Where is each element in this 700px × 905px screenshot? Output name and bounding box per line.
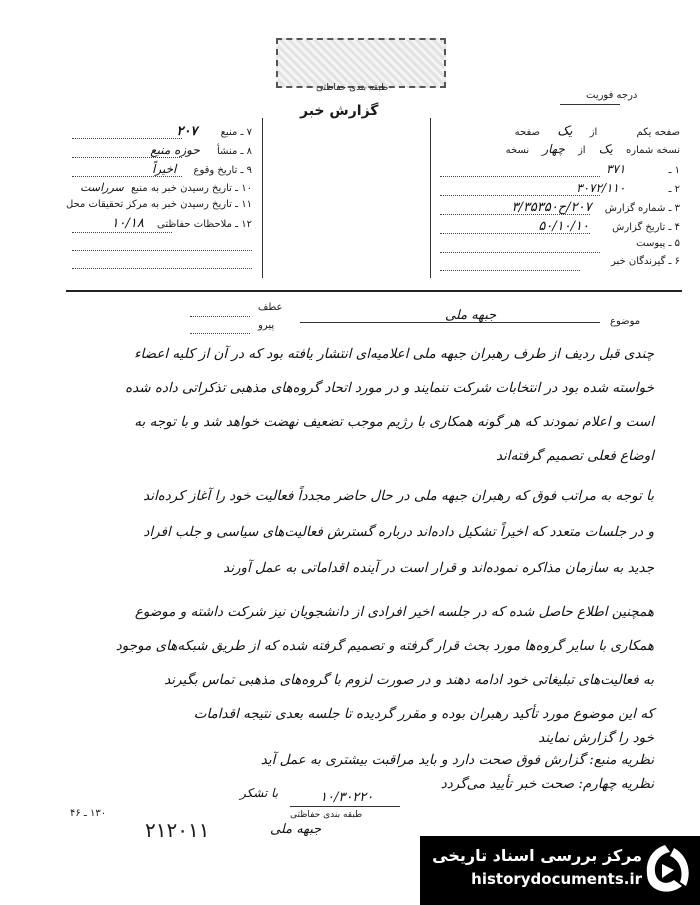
dotted-line — [190, 333, 250, 334]
right-row-1-label: ۱ ـ — [668, 165, 680, 176]
right-row-2-label: ۲ ـ — [668, 184, 680, 195]
right-row-4-label: ۴ ـ تاریخ گزارش — [612, 222, 680, 233]
dotted-line — [440, 270, 580, 271]
left-row-12-value: ۱۰/۱۸ — [111, 216, 144, 231]
page-number: ۱۳۰ ـ ۴۶ — [70, 808, 107, 819]
priority-label: درجه فوریت — [586, 90, 638, 101]
page-row-from-value: یک — [557, 124, 573, 139]
right-row-1-value: ۳۷۱ — [605, 162, 626, 176]
column-divider-left — [262, 118, 263, 278]
signature-number: ۱۰/۳۰۲۲۰ — [320, 790, 374, 805]
priority-line — [560, 104, 620, 105]
left-row-11 — [65, 199, 252, 210]
subject-value: جبهه ملی — [445, 308, 497, 323]
subject-label: موضوع — [610, 316, 641, 327]
dotted-line — [72, 268, 252, 269]
right-row-4-value: ۵۰/۱۰/۱۰ — [538, 219, 589, 234]
copy-row — [430, 142, 680, 156]
right-row-5 — [430, 238, 680, 249]
left-row-7 — [72, 124, 252, 139]
right-row-2 — [430, 181, 680, 195]
left-row-11-label: ۱۱ ـ تاریخ رسیدن خبر به مرکز تحقیقات محل — [65, 199, 252, 210]
right-row-3-value: ۲۰۷/ح۳/۳۵۳۵۰ — [511, 200, 592, 215]
archive-number: ۲۱۲۰۱۱ — [145, 818, 210, 842]
copy-row-copy: نسخه — [505, 145, 530, 156]
dotted-line — [190, 316, 250, 317]
copy-row-from-value: چهار — [542, 142, 565, 156]
right-row-4 — [430, 219, 680, 234]
left-row-10-label: ۱۰ ـ تاریخ رسیدن خبر به منبع — [130, 183, 252, 194]
dotted-line — [440, 195, 600, 196]
dotted-line — [440, 252, 600, 253]
classification-top: طبقه بندی حفاظتی — [316, 83, 389, 93]
right-row-3-label: ۳ ـ شماره گزارش — [604, 203, 680, 214]
left-row-9-label: ۹ ـ تاریخ وقوع — [193, 165, 252, 176]
left-row-10 — [72, 181, 252, 194]
left-row-7-value: ۲۰۷ — [176, 124, 198, 139]
left-row-12 — [72, 216, 252, 231]
footer-classification: طبقه بندی حفاظتی — [290, 810, 363, 820]
body-line: اوضاع فعلی تصمیم گرفته‌اند — [495, 448, 654, 464]
body-line: همچنین اطلاع حاصل شده که در جلسه اخیر افرادی از دانشجویان نیز شرکت داشته و موضوع — [134, 604, 654, 620]
body-line: نظریه منبع: گزارش فوق صحت دارد و باید مراقبت بیشتری به عمل آید — [260, 752, 654, 768]
right-row-5-label: ۵ ـ پیوست — [636, 238, 680, 249]
watermark-en: historydocuments.ir — [471, 870, 642, 888]
body-line: با توجه به مراتب فوق که رهبران جبهه ملی در حال حاضر مجدداً فعالیت خود را آغاز کرده‌اند — [143, 488, 654, 504]
body-line: خواسته شده بود در انتخابات شرکت ننمایند و در مورد اتحاد گروه‌های مذهبی تذکراتی داده شده — [125, 380, 654, 396]
body-line: همکاری با سایر گروه‌ها مورد بحث قرار گرفته و تصمیم گرفته شده که از طریق شبکه‌های موجود — [115, 638, 654, 654]
atf-label: عطف — [258, 302, 283, 313]
left-row-8 — [72, 143, 252, 157]
stamp-box — [276, 38, 446, 88]
left-row-12-label: ۱۲ ـ ملاحظات حفاظتی — [157, 219, 252, 230]
copy-row-from: از — [577, 145, 586, 156]
page-row-page: صفحه — [514, 127, 541, 138]
peyro-label: پیرو — [258, 320, 275, 331]
body-line: و در جلسات متعدد که اخیراً تشکیل داده‌اند درباره گسترش فعالیت‌های سیاسی و جلب افراد — [143, 524, 654, 540]
signature-mark: با تشکر — [240, 786, 279, 800]
right-row-1 — [430, 162, 680, 176]
dotted-line — [72, 250, 252, 251]
left-row-8-label: ۸ ـ منشأ — [216, 146, 252, 157]
dotted-line — [440, 214, 590, 215]
dotted-line — [440, 176, 600, 177]
dotted-line — [72, 176, 182, 177]
dotted-line — [72, 157, 182, 158]
body-line: به فعالیت‌های تبلیغاتی خود ادامه دهند و در صورت لزوم با گروه‌های مذهبی تماس بگیرند — [164, 672, 654, 688]
body-line: چندی قبل ردیف از طرف رهبران جبهه ملی اعلامیه‌ای انتشار یافته بود که در آن از کلیه اعضاء — [134, 346, 654, 362]
page-row-from: از — [589, 127, 598, 138]
archive-logo-icon — [640, 842, 690, 898]
page-row — [430, 124, 680, 139]
body-line: جدید به سازمان مذاکره نموده‌اند و قرار است در آینده اقداماتی به عمل آورند — [223, 560, 654, 576]
archive-note: جبهه ملی — [270, 822, 322, 837]
body-line: خود را گزارش نمایند — [538, 730, 654, 746]
body-line: است و اعلام نمودند که هر گونه همکاری با رژیم موجب تضعیف نهضت خواهد شد و با توجه به — [134, 414, 654, 430]
dotted-line — [72, 232, 172, 233]
footer-line — [290, 806, 400, 807]
header-divider — [66, 290, 682, 292]
subject-line — [300, 322, 600, 323]
dotted-line — [440, 233, 590, 234]
form-title: گزارش خبر — [300, 103, 379, 119]
body-line: نظریه چهارم: صحت خبر تأیید می‌گردد — [440, 776, 654, 792]
left-row-7-label: ۷ ـ منبع — [220, 127, 252, 138]
watermark-fa: مرکز بررسی اسناد تاریخی — [432, 846, 642, 865]
dotted-line — [72, 138, 182, 139]
copy-row-value: یک — [598, 142, 613, 156]
left-row-8-value: حوزه منبع — [150, 143, 200, 157]
right-row-6 — [430, 256, 680, 267]
page-row-label: صفحه یکم — [636, 127, 680, 138]
copy-row-label: نسخه شماره — [626, 145, 680, 156]
right-row-3 — [430, 200, 680, 215]
left-row-10-value: سرراست — [80, 181, 124, 194]
left-row-9 — [72, 162, 252, 176]
body-line: که این موضوع مورد تأکید رهبران بوده و مقرر گردیده تا جلسه بعدی نتیجه اقدامات — [193, 706, 654, 722]
left-row-9-value: اخیراً — [152, 162, 177, 176]
right-row-6-label: ۶ ـ گیرندگان خبر — [610, 256, 680, 267]
right-row-2-value: ۳۰۷۲/۱۱۰ — [576, 181, 626, 195]
